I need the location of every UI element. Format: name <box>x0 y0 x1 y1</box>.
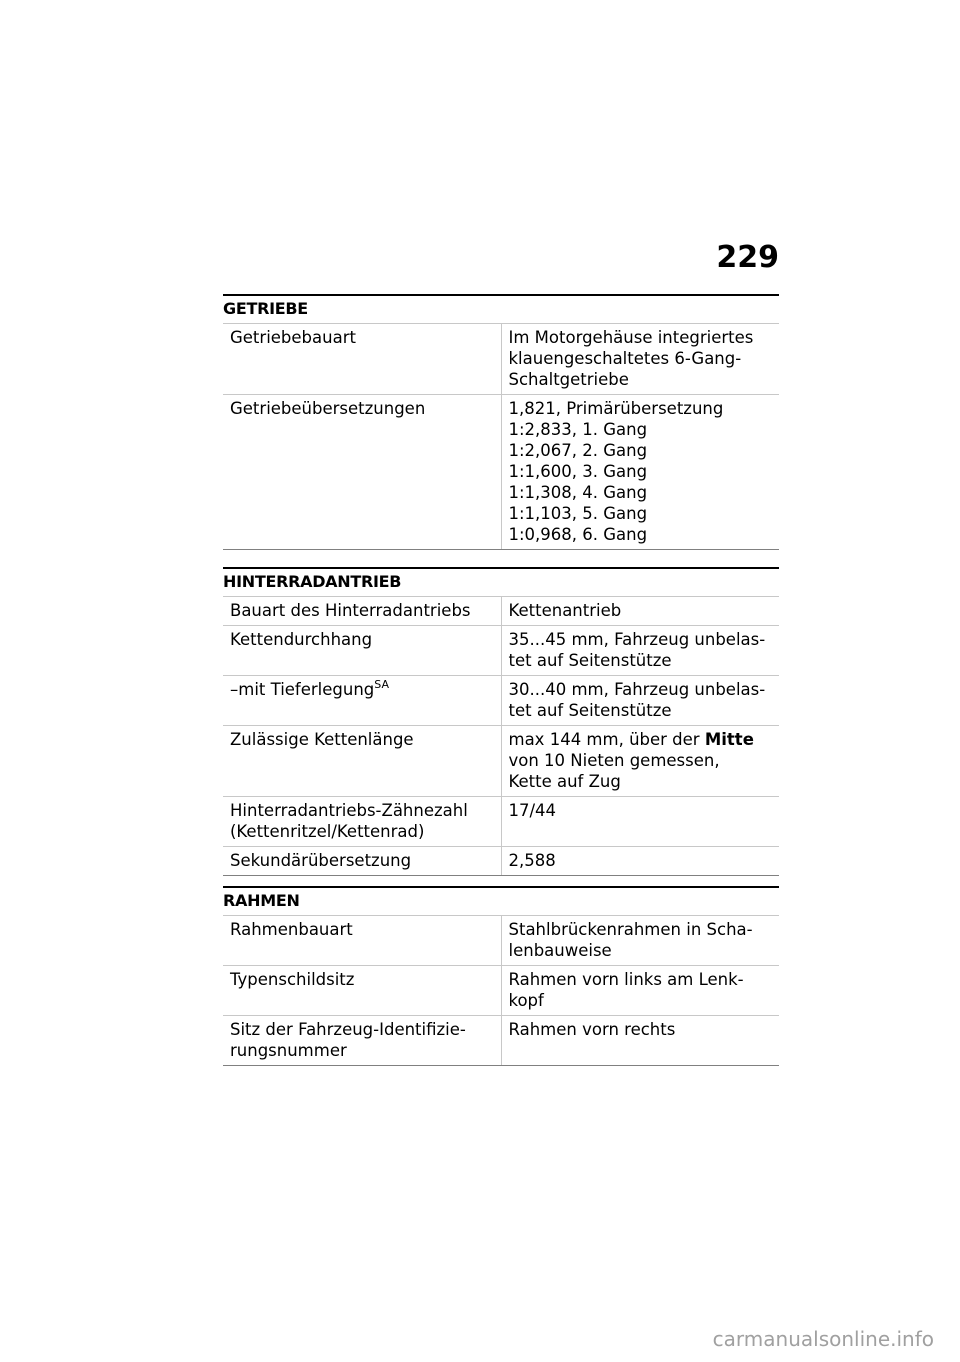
spec-value: 1,821, Primärübersetzung 1:2,833, 1. Gang 1:2,067, 2. Gang 1:1,600, 3. Gang 1:1,308, 4. Gang 1:1,103, 5. Gang 1:0,968, 6. Gang <box>501 395 779 550</box>
spec-value: 35...45 mm, Fahrzeug unbelas- tet auf Seitenstütze <box>501 626 779 676</box>
spec-label: Bauart des Hinterradantriebs <box>223 597 501 626</box>
spec-value: Kettenantrieb <box>501 597 779 626</box>
spec-value: Rahmen vorn rechts <box>501 1016 779 1066</box>
spec-value: Rahmen vorn links am Lenk- kopf <box>501 966 779 1016</box>
table-row <box>223 395 779 550</box>
section-getriebe <box>223 294 779 550</box>
section-title: RAHMEN <box>223 886 779 915</box>
table-row <box>223 847 779 876</box>
spec-value: Stahlbrückenrahmen in Scha- lenbauweise <box>501 916 779 966</box>
spec-label: –mit Tieferlegung$^{SA}$ <box>223 676 501 726</box>
spec-label: Hinterradantriebs-Zähnezahl (Kettenritzel/Kettenrad) <box>223 797 501 847</box>
sa-superscript: SA <box>374 678 389 691</box>
spec-label: Sitz der Fahrzeug-Identifizie- rungsnummer <box>223 1016 501 1066</box>
section-rahmen <box>223 886 779 1066</box>
watermark: carmanualsonline.info <box>712 1327 934 1351</box>
table-row <box>223 597 779 626</box>
spec-label: Typenschildsitz <box>223 966 501 1016</box>
spec-label: Sekundärübersetzung <box>223 847 501 876</box>
spec-table <box>223 915 779 1066</box>
spec-value: Im Motorgehäuse integriertes klauengeschaltetes 6-Gang- Schaltgetriebe <box>501 324 779 395</box>
table-row <box>223 916 779 966</box>
spec-value: max 144 mm, über der Mitte von 10 Nieten gemessen, Kette auf Zug <box>501 726 779 797</box>
spec-label: Zulässige Kettenlänge <box>223 726 501 797</box>
table-row <box>223 797 779 847</box>
page-number: 229 <box>716 240 779 275</box>
spec-value: 2,588 <box>501 847 779 876</box>
section-title: GETRIEBE <box>223 294 779 323</box>
table-row <box>223 966 779 1016</box>
spec-label: Getriebeübersetzungen <box>223 395 501 550</box>
table-row <box>223 324 779 395</box>
section-hinterradantrieb <box>223 567 779 876</box>
spec-value: 17/44 <box>501 797 779 847</box>
spec-table <box>223 596 779 876</box>
table-row <box>223 626 779 676</box>
spec-table <box>223 323 779 550</box>
spec-value: 30...40 mm, Fahrzeug unbelas- tet auf Seitenstütze <box>501 676 779 726</box>
section-title: HINTERRADANTRIEB <box>223 567 779 596</box>
spec-label: Kettendurchhang <box>223 626 501 676</box>
spec-label: Getriebebauart <box>223 324 501 395</box>
table-row <box>223 726 779 797</box>
spec-label: Rahmenbauart <box>223 916 501 966</box>
table-row <box>223 1016 779 1066</box>
table-row <box>223 676 779 726</box>
emphasis-text: Mitte <box>704 730 754 749</box>
